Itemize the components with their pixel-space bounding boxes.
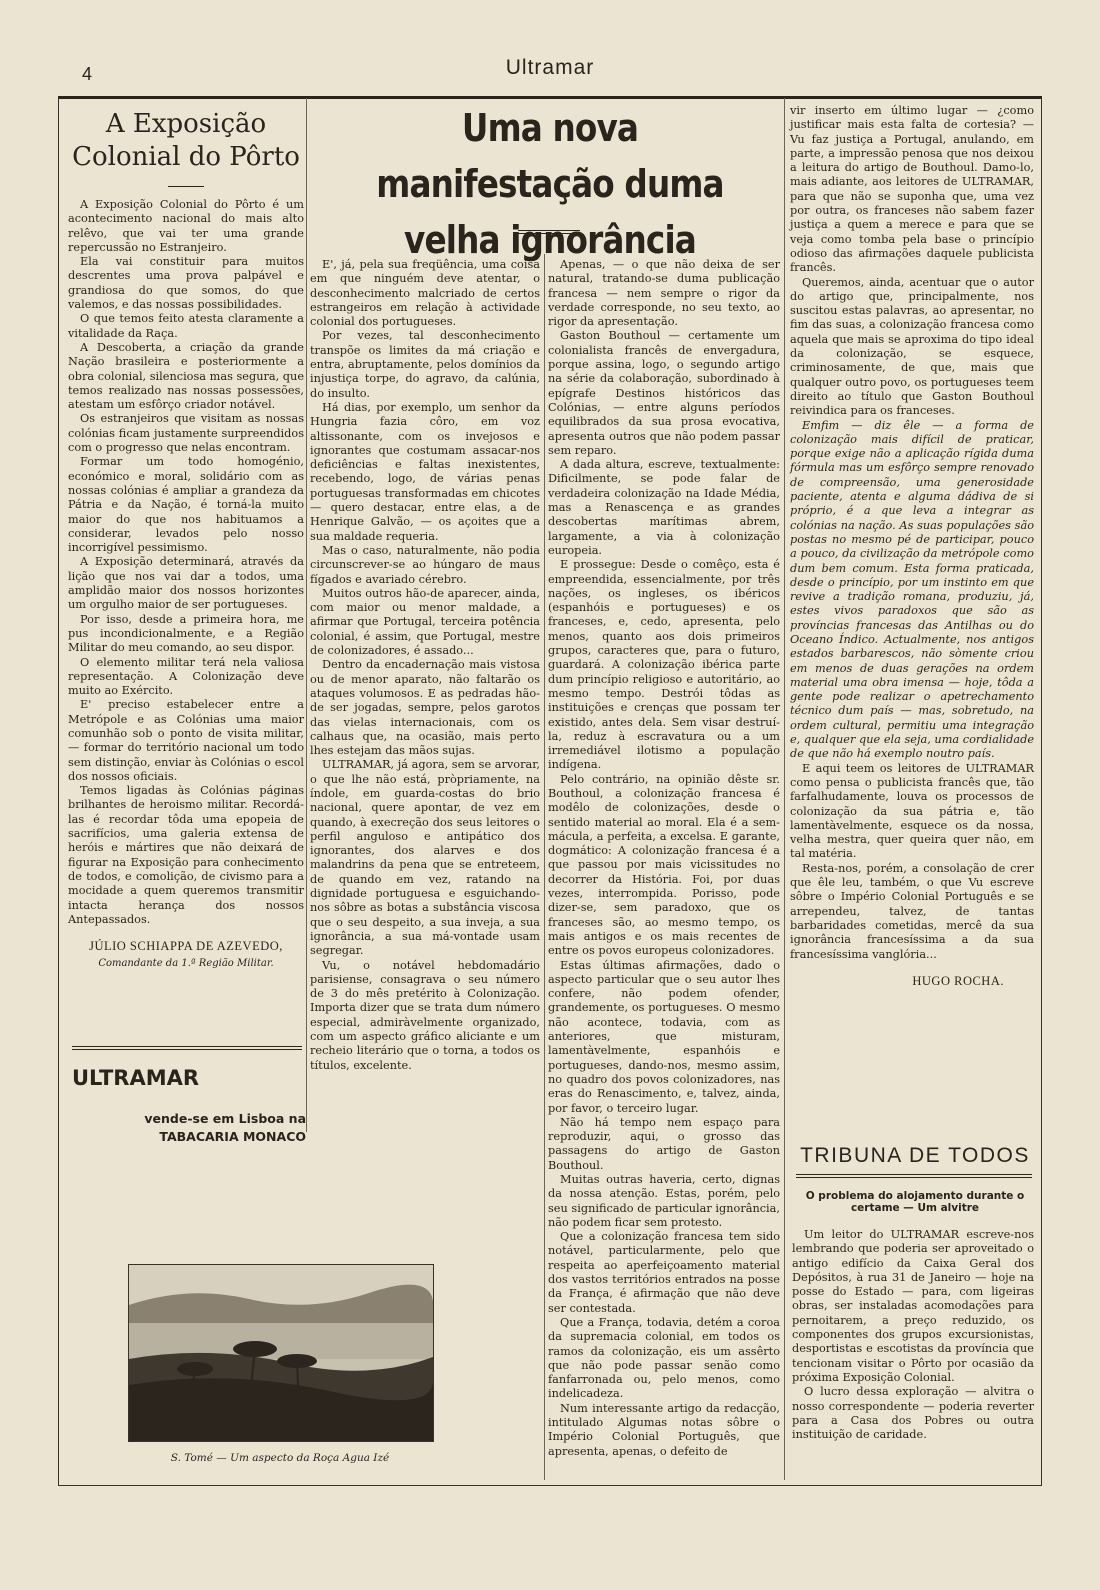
article-2-paragraph: Vu, o notável hebdomadário parisiense, consagrava o seu número de 3 do mês pretérito à Colonização. Importa dizer que se trata dum número especial, admiràvelmente organizado, com um aspecto gráfico aliciante e um recheio literário que o torna, a todos os títulos, excelente. [310,958,540,1072]
article-1-paragraph: Os estranjeiros que visitam as nossas colónias ficam justamente surpreendidos com o progresso que nelas encontram. [68,412,304,455]
article-2-paragraph: Resta-nos, porém, a consolação de crer que êle leu, também, o que Vu escreve sôbre o Império Colonial Português e se arrependeu, talvez, de tantas barbaridades cometidas, mercê da sua ignorância francesíssima a da sua francesíssima vanglória... [790,861,1034,961]
landscape-image [129,1265,433,1441]
column-rule-1 [306,98,307,1132]
title-divider [518,230,580,234]
article-2-title: Uma nova manifestação duma velha ignorância [376,106,724,262]
article-2-paragraph: E', já, pela sua freqüência, uma coisa em que ninguém deve atentar, o desconhecimento malcriado de certos estrangeiros em relação à actividade colonial dos portugueses. [310,258,540,329]
article-1-paragraph: A Exposição Colonial do Pôrto é um acontecimento nacional do mais alto relêvo, que vai ter uma grande repercussão no Estranjeiro. [68,198,304,254]
article-1-paragraph: Por isso, desde a primeira hora, me pus incondicionalmente, e a Região Militar do meu comando, ao seu dispor. [68,612,304,655]
tribuna-body [792,1228,1034,1442]
article-2-paragraph: ULTRAMAR, já agora, sem se arvorar, o que lhe não está, pròpriamente, na índole, em guarda-costas do brio nacional, quere apontar, de vez em quando, à execreção dos seus leitores o perfil anguloso e antipático dos ignorantes, dos alarves e dos malandrins da pena que se entreteem, de quando em vez, ratando na dignidade portuguesa e esguichando-nos sôbre as botas a substância viscosa que o seu despeito, a sua inveja, a sua ignorância, a sua má-vontade usam segregar. [310,758,540,958]
article-2-column-3 [790,104,1034,993]
article-2-paragraph: E aqui teem os leitores de ULTRAMAR como pensa o publicista francês que, tão farfalhudamente, louva os processos de colonização da sua pátria e, tão lamentàvelmente, esquece os da nossa, velha mestra, quer queira quer não, em tal matéria. [790,761,1034,861]
article-2-paragraph: Muitas outras haveria, certo, dignas da nossa atenção. Estas, porém, pelo seu significado de particular ignorância, não podem ficar sem protesto. [548,1173,780,1229]
advert-line-1: vende-se em Lisboa na [144,1111,306,1126]
tribuna-paragraph: Um leitor do ULTRAMAR escreve-nos lembrando que poderia ser aproveitado o antigo edifício da Caixa Geral dos Depósitos, à rua 31 de Janeiro — hoje na posse do Estado — para, com ligeiras obras, ser instaladas acomodações para pernoitarem, a preço reduzido, os componentes dos grupos excursionistas, desportistas e escotistas da província que tencionam visitar o Pôrto por ocasião da próxima Exposição Colonial. [792,1228,1034,1384]
article-2-signature: HUGO ROCHA. [912,973,1004,988]
article-2-quote: Emfim — diz êle — a forma de colonização mais difícil de praticar, porque exige não a aplicação rígida duma fórmula mas um esfôrço sempre renovado de compreensão, uma generosidade paciente, atenta e alguma dádiva de si próprio, é a que leva a integrar as colónias na nação. As suas populações são postas no mesmo pé de participar, pouco a pouco, da civilização da metrópole como dum bem comum. Esta forma praticada, desde o princípio, por um instinto em que revive a tradição romana, produziu, já, estes vivos paradoxos que são as províncias francesas das Antilhas ou do Oceano Índico. Actualmente, nos antigos estados barbarescos, não sòmente criou em menos de duas gerações na ordem material uma obra imensa — hoje, tôda a gente pode realizar o apetrechamento técnico dum país — mas, sobretudo, na ordem cultural, permitiu uma integração e, qualquer que ela seja, uma cordialidade de que não há exemplo noutro país. [790,418,1034,761]
article-1-paragraph: Ela vai constituir para muitos descrentes uma prova palpável e grandiosa do que somos, do que valemos, e das nossas possibilidades. [68,255,304,312]
article-2-paragraph: Há dias, por exemplo, um senhor da Hungria fazia côro, em voz altissonante, com os invejosos e ignorantes que costumam assacar-nos deficiências e faltas inexistentes, recebendo, logo, de várias penas portuguesas transformadas em chicotes — quero destacar, entre elas, a de Henrique Galvão, — os açoites que a sua maldade requeria. [310,400,540,543]
column-rule-3 [784,98,785,1480]
article-2-paragraph: A dada altura, escreve, textualmente: Dificilmente, se pode falar de verdadeira colonização na Idade Média, mas a Renascença e as grandes descobertas marítimas abrem, largamente, a via à colonização europeia. [548,458,780,557]
article-2-paragraph: Pelo contrário, na opinião dêste sr. Bouthoul, a colonização francesa é modêlo de colonizações, desde o sentido material ao moral. Ela é a sem-mácula, a perfeita, a excelsa. E garante, dogmático: A colonização francesa é a que passou por mais vicissitudes no decorrer da História. Foi, por duas vezes, interrompida. Porisso, pode dizer-se, sem paradoxo, que os franceses são, ao mesmo tempo, os mais antigos e os mais recentes de entre os povos europeus colonizadores. [548,772,780,958]
column-rule-2 [544,254,545,1480]
article-2-paragraph: Não há tempo nem espaço para reproduzir, aqui, o grosso das passagens do artigo de Gaston Bouthoul. [548,1115,780,1172]
publication-masthead: Ultramar [505,56,595,79]
article-2-paragraph: Muitos outros hão-de aparecer, ainda, com maior ou menor maldade, a afirmar que Portugal, terceira potência colonial, é assim, que Portugal, mestre de colonizadores, é assado... [310,586,540,658]
section-divider [72,1046,302,1050]
page-number: 4 [82,64,93,84]
article-2-paragraph: Dentro da encadernação mais vistosa ou de menor aparato, não faltarão os ataques volumosos. E as pedradas hão-de ser jogadas, sempre, pelos garotos das vielas internacionais, com os calhaus que, na ocasião, mais perto lhes estejam das mãos sujas. [310,658,540,758]
article-2-paragraph: vir inserto em último lugar — ¿como justificar mais esta falta de cortesia? — Vu faz justiça a Portugal, anulando, em parte, a impressão penosa que nos deixou a leitura do artigo de Bouthoul. Damo-lo, mais adiante, aos leitores de ULTRAMAR, para que não se suponha que, uma vez por outra, os franceses não sabem fazer justiça a quem a merece e para que se veja como tomba pela base o princípio odioso das afirmações daquele publicista francês. [790,104,1034,275]
article-2-paragraph: Mas o caso, naturalmente, não podia circunscrever-se ao húngaro de maus fígados e avariado cérebro. [310,543,540,586]
article-2-paragraph: Por vezes, tal desconhecimento transpõe os limites da má criação e entra, abruptamente, pelos domínios da injustiça torpe, do agravo, da calúnia, do insulto. [310,329,540,400]
tribuna-heading: TRIBUNA DE TODOS [800,1144,1030,1167]
advert-line-2: TABACARIA MONACO [159,1129,306,1144]
article-1-paragraph: A Descoberta, a criação da grande Nação brasileira e posteriormente a obra colonial, silenciosa mas segura, que temos realizado nas nossas possessões, atestam um esfôrço criador notável. [68,340,304,412]
article-1-paragraph: O que temos feito atesta claramente a vitalidade da Raça. [68,312,304,340]
article-2-paragraph: Queremos, ainda, acentuar que o autor do artigo que, principalmente, nos suscitou estas palavras, ao apresentar, no fim das suas, a colonização francesa como aquela que mais se aproxima do tipo ideal da colonização, se esquece, criminosamente, de que, mais que qualquer outro povo, os portugueses teem direito ao título que Gaston Bouthoul reivindica para os franceses. [790,275,1034,418]
article-1-paragraph: Formar um todo homogénio, económico e moral, solidário com as nossas colónias é ampliar a grandeza da Pátria e da Nação, é torná-la muito maior do que nos habituamos a considerar, levados pelo nosso incorrigível pessimismo. [68,455,304,555]
article-2-paragraph: Estas últimas afirmações, dado o aspecto particular que o seu autor lhes confere, não podem ofender, grandemente, os portugueses. O mesmo não acontece, todavia, com as anteriores, que misturam, lamentàvelmente, espanhóis e portugueses, dando-nos, mesmo assim, no quadro dos povos colonizadores, nas eras do Renascimento, e, talvez, ainda, por favor, o terceiro lugar. [548,958,780,1115]
title-rule [168,186,204,187]
article-1-title: A Exposição Colonial do Pôrto [72,109,300,172]
article-2-paragraph: Que a França, todavia, detém a coroa da supremacia colonial, em todos os ramos da colonização, eis um assêrto que não pode passar senão como fanfarronada ou, pelo menos, como indelicadeza. [548,1315,780,1401]
tribuna-rule [796,1174,1032,1178]
tribuna-subtitle: O problema do alojamento durante o certame — Um alvitre [805,1190,1025,1214]
article-1-signature-role: Comandante da 1.ª Região Militar. [98,958,274,970]
article-2-paragraph: Gaston Bouthoul — certamente um colonialista francês de envergadura, porque assina, logo, o segundo artigo na série da colaboração, subordinado à epígrafe Destinos históricos das Colónias, — entre alguns períodos equilibrados da sua prosa evocativa, apresenta outros que não podem passar sem reparo. [548,329,780,457]
article-2-paragraph: Num interessante artigo da redacção, intitulado Algumas notas sôbre o Império Colonial Português, que apresenta, apenas, o defeito de [548,1401,780,1458]
article-2-column-2 [548,258,780,1459]
article-1-paragraph: O elemento militar terá nela valiosa representação. A Colonização deve muito ao Exército. [68,655,304,698]
article-1-paragraph: A Exposição determinará, através da lição que nos vai dar a todos, uma amplidão maior dos nossos horizontes um orgulho maior de ser portugueses. [68,555,304,612]
photograph-roca-agua-ize [128,1264,434,1442]
article-1-paragraph: Temos ligadas às Colónias páginas brilhantes de heroismo militar. Recordá-las é recordar tôda uma epopeia de sacrifícios, uma galeria extensa de heróis e mártires que não deixará de figurar na Exposição para conhecimento de todos, e comolição, de civismo para a mocidade a quem queremos transmitir intacta herança dos nossos Antepassados. [68,784,304,926]
photo-caption: S. Tomé — Um aspecto da Roça Agua Izé [170,1452,390,1464]
article-2-column-1 [310,258,540,1073]
article-2-paragraph: Apenas, — o que não deixa de ser natural, tratando-se duma publicação francesa — nem sempre o rigor da verdade corresponde, no seu texto, ao rigor da apresentação. [548,258,780,329]
tribuna-paragraph: O lucro dessa exploração — alvitra o nosso correspondente — poderia reverter para a Casa dos Pobres ou outra instituição de caridade. [792,1385,1034,1442]
advert-title: ULTRAMAR [72,1066,200,1090]
article-2-paragraph: E prossegue: Desde o comêço, esta é empreendida, essencialmente, por três nações, os ingleses, os ibéricos (espanhóis e portugueses) e os franceses, e, cedo, apresenta, pelo menos, quanto aos dois primeiros grupos, caracteres que, para o futuro, guardará. A colonização ibérica parte dum princípio religioso e autoritário, ao mesmo tempo. Destrói tôdas as instituições e crenças que possam ter existido, antes dela. Sem visar destruí-la, reduz à escravatura ou a um irremediável ilotismo a população indígena. [548,558,780,772]
article-2-paragraph: Que a colonização francesa tem sido notável, particularmente, pelo que respeita ao aperfeiçoamento material dos vastos territórios entrados na posse da França, é afirmação que não deve ser contestada. [548,1230,780,1315]
article-1-body [68,198,304,969]
article-1-paragraph: E' preciso estabelecer entre a Metrópole e as Colónias uma maior comunhão sob o ponto de visita militar, — formar do território nacional um todo sem distinção, enviar às Colónias o escol dos nossos oficiais. [68,698,304,783]
article-1-signature: JÚLIO SCHIAPPA DE AZEVEDO, [89,939,283,954]
